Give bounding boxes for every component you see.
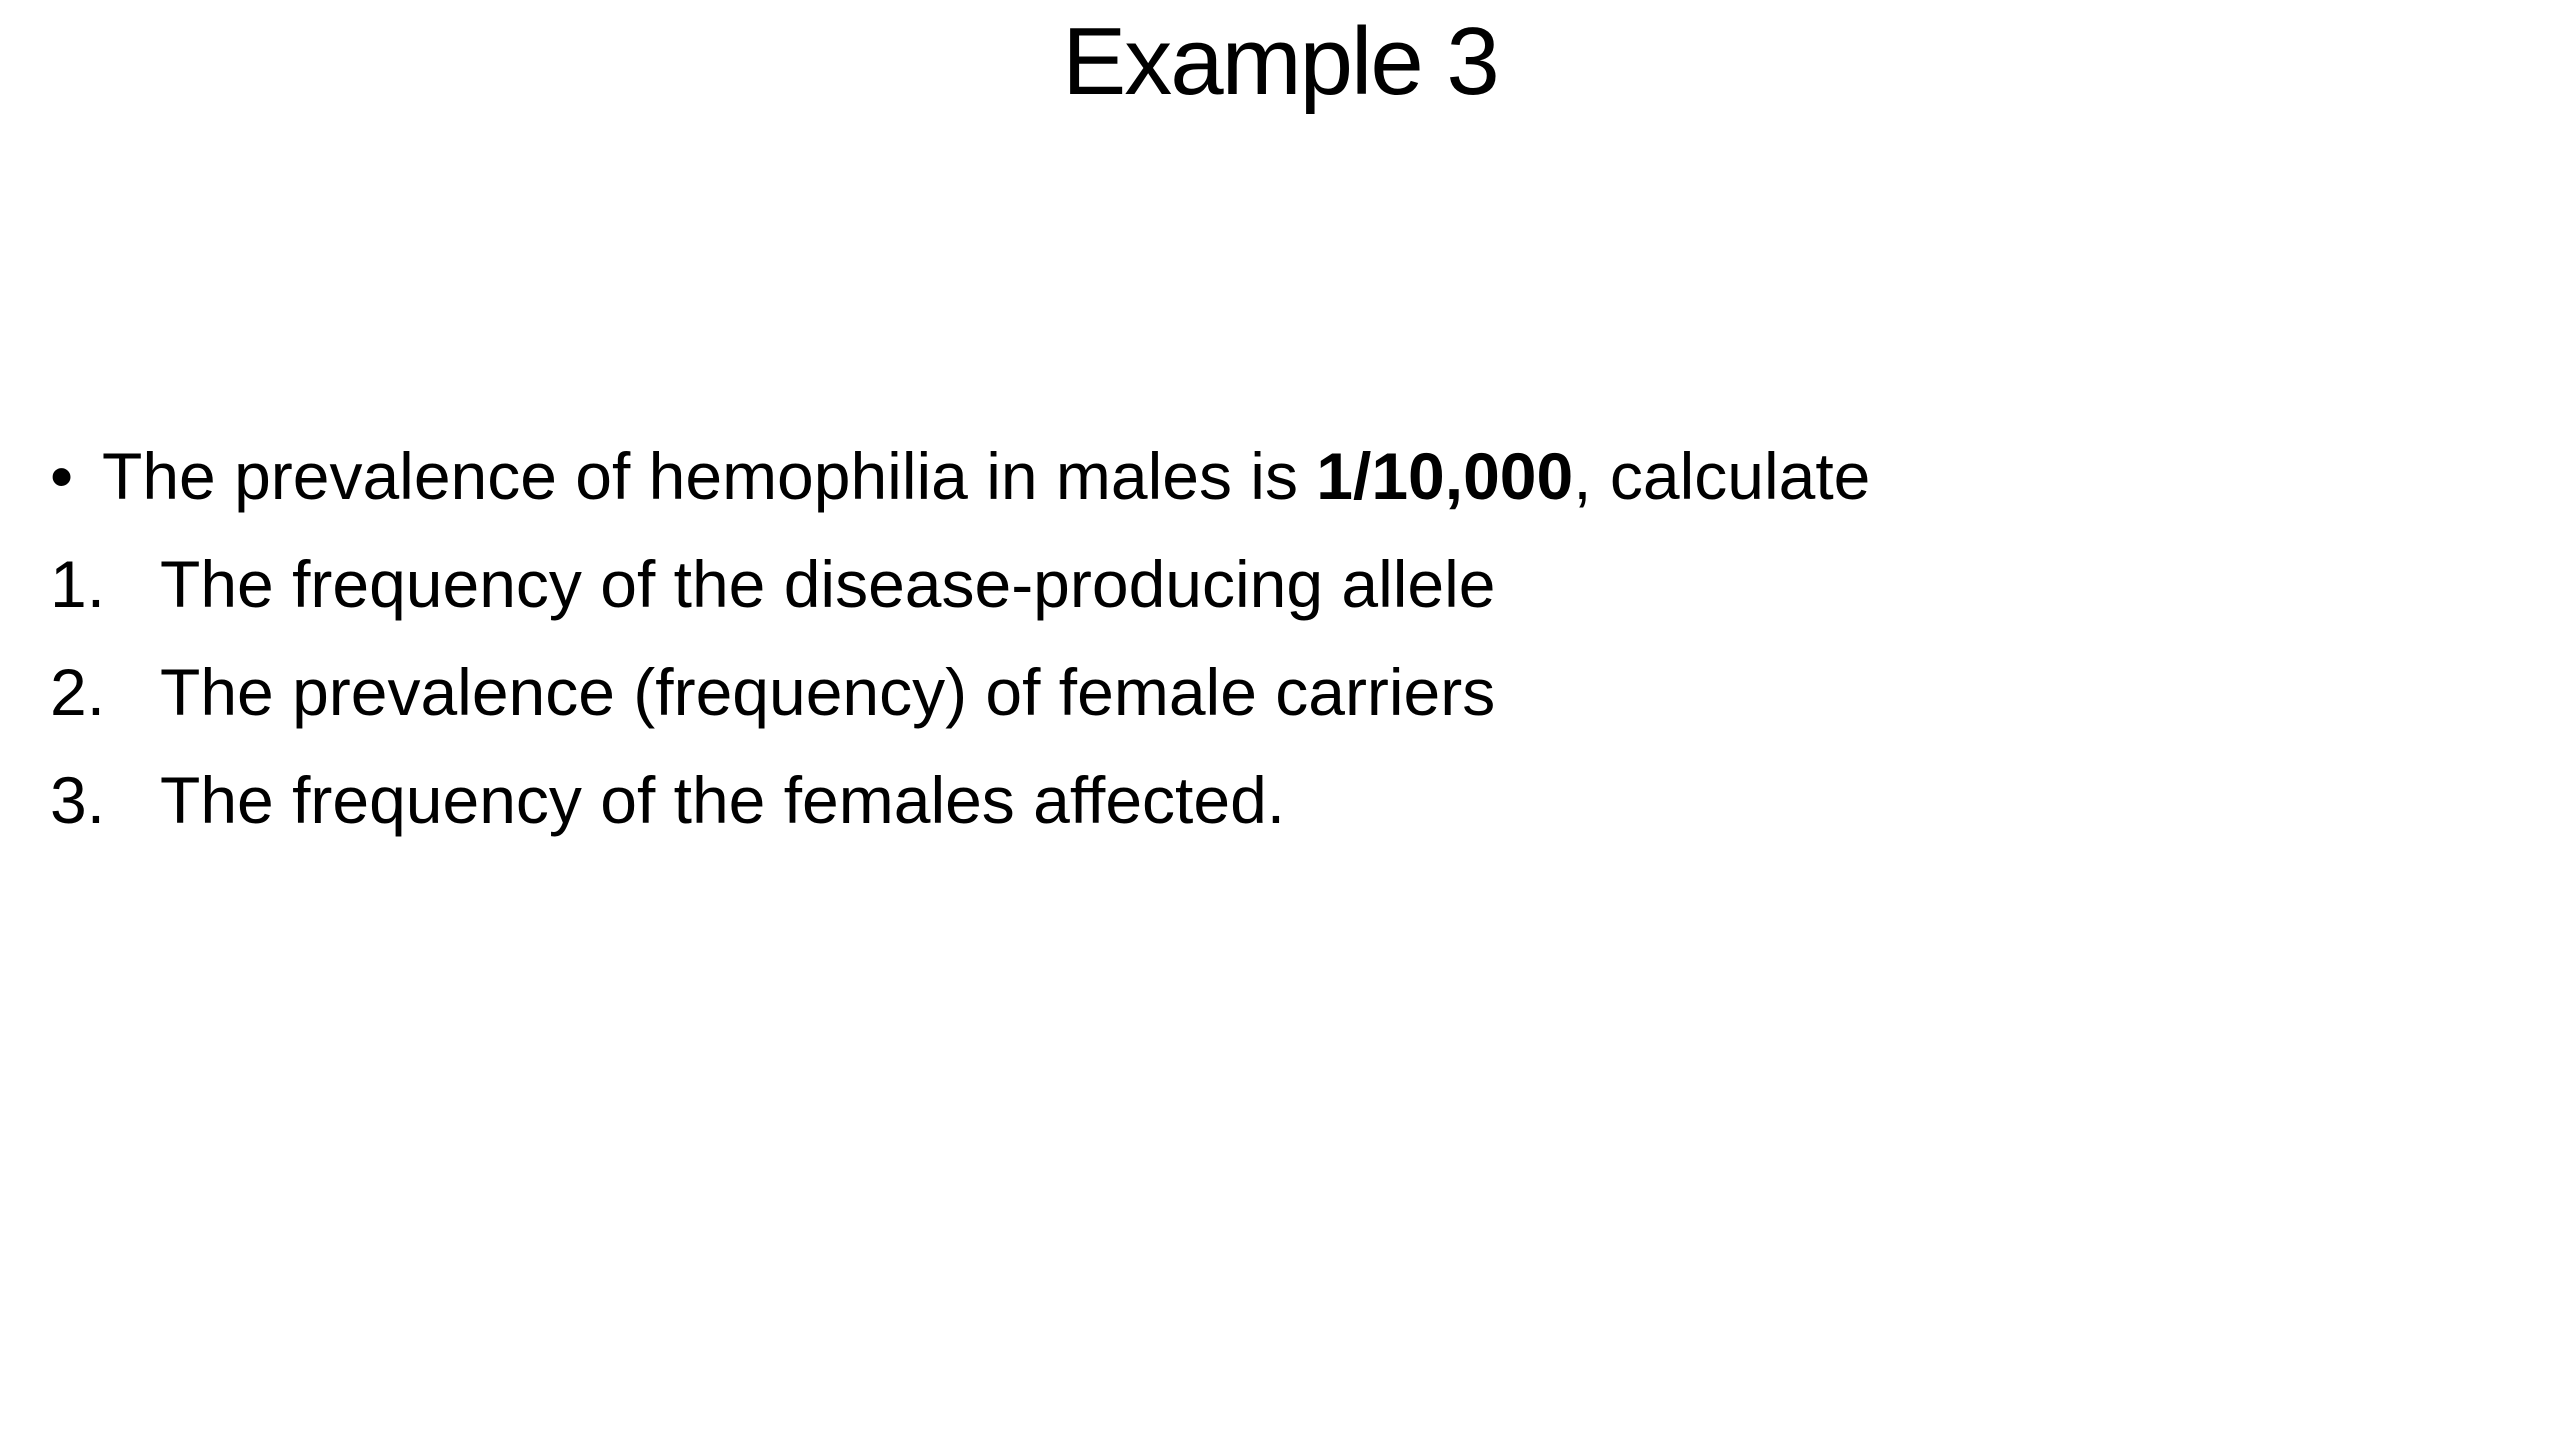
bullet-text-after: , calculate [1573, 439, 1871, 513]
numbered-item-1 [50, 530, 2450, 638]
slide-body [50, 422, 2450, 854]
slide-title: Example 3 [1062, 8, 1498, 115]
item-text: The frequency of the females affected. [160, 763, 1286, 837]
item-text: The frequency of the disease-producing allele [160, 547, 1496, 621]
bullet-text [102, 422, 1870, 530]
bullet-item [50, 422, 2450, 530]
item-number: 1. [50, 547, 106, 621]
numbered-item-2 [50, 638, 2450, 746]
item-number: 2. [50, 655, 106, 729]
item-number: 3. [50, 763, 106, 837]
item-text: The prevalence (frequency) of female carriers [160, 655, 1496, 729]
bullet-marker: • [50, 439, 74, 513]
bullet-text-before: The prevalence of hemophilia in males is [102, 439, 1317, 513]
prevalence-value: 1/10,000 [1316, 439, 1574, 513]
numbered-item-3 [50, 746, 2450, 854]
